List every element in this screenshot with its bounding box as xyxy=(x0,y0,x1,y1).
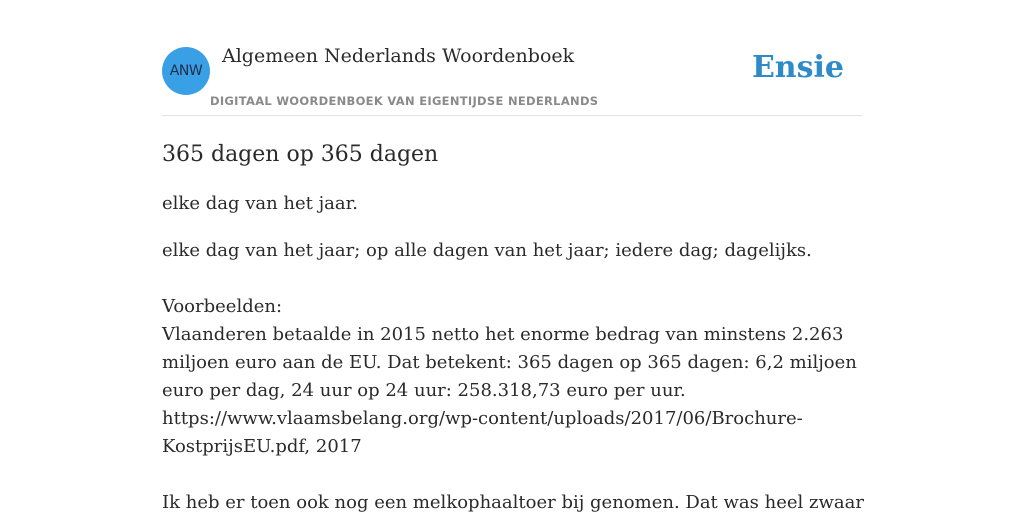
example-spacer xyxy=(162,461,868,489)
entry-definition: elke dag van het jaar; op alle dagen van het jaar; iedere dag; dagelijks. xyxy=(162,240,812,261)
dictionary-subtitle: DIGITAAL WOORDENBOEK VAN EIGENTIJDSE NEDERLANDS xyxy=(210,94,599,108)
site-header xyxy=(162,0,862,116)
examples-label: Voorbeelden: xyxy=(162,296,283,317)
example-text: Ik heb er toen ook nog een melkophaaltoer bij genomen. Dat was heel zwaar xyxy=(162,492,864,512)
entry-headword: 365 dagen op 365 dagen xyxy=(162,142,439,167)
example-source: https://www.vlaamsbelang.org/wp-content/uploads/2017/06/Brochure-KostprijsEU.pdf, 2017 xyxy=(162,408,803,457)
dictionary-title[interactable]: Algemeen Nederlands Woordenboek xyxy=(222,45,575,67)
example-text: Vlaanderen betaalde in 2015 netto het enorme bedrag van minstens 2.263 miljoen euro aan de EU. Dat betekent: 365 dagen op 365 dagen: 6,2 miljoen euro per dag, 24 uur op 24 uur: 258.318,73 euro per uur. xyxy=(162,324,857,401)
entry-content xyxy=(162,116,868,512)
anw-logo[interactable]: ANW xyxy=(162,47,210,95)
ensie-logo-link[interactable]: Ensie xyxy=(751,50,844,85)
entry-summary: elke dag van het jaar. xyxy=(162,193,358,214)
examples-section xyxy=(162,293,868,512)
